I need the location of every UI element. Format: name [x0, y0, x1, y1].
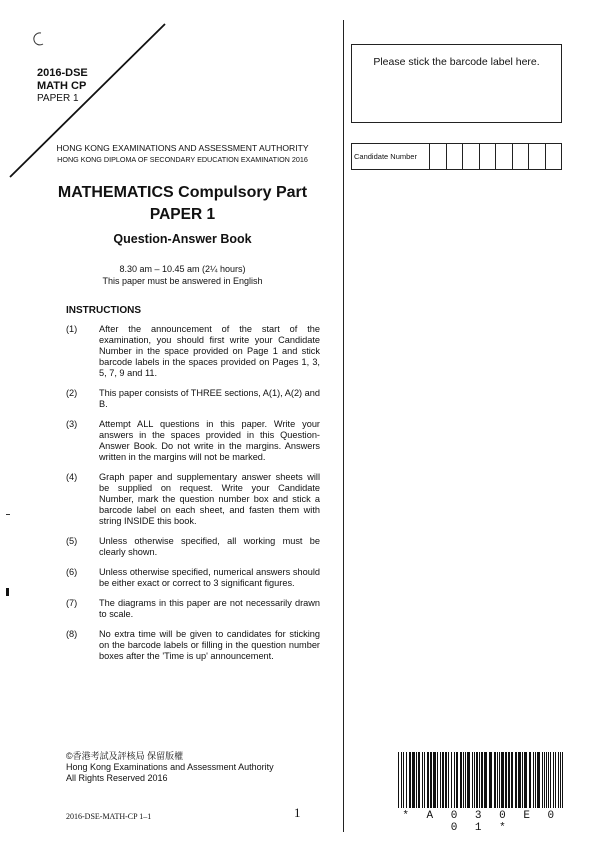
barcode-bar	[544, 752, 545, 808]
barcode-bar	[494, 752, 496, 808]
barcode-bar	[445, 752, 447, 808]
barcode-bar	[418, 752, 420, 808]
copyright-chinese: ©香港考試及評核局 保留版權	[66, 751, 184, 761]
instruction-text: This paper consists of THREE sections, A(1), A(2) and B.	[99, 388, 320, 409]
instruction-item	[66, 567, 320, 589]
barcode-label-instruction: Please stick the barcode label here.	[373, 56, 540, 68]
barcode-bar	[451, 752, 452, 808]
barcode-bar	[427, 752, 429, 808]
instruction-item	[66, 324, 320, 379]
barcode-bar	[560, 752, 561, 808]
paper-code: PAPER 1	[37, 93, 79, 104]
barcode-bar	[558, 752, 559, 808]
candidate-digit-box[interactable]	[529, 144, 546, 169]
barcode-bar	[537, 752, 540, 808]
barcode-bar	[522, 752, 523, 808]
barcode-bar	[497, 752, 498, 808]
candidate-digit-box[interactable]	[513, 144, 530, 169]
barcode-bar	[422, 752, 423, 808]
instruction-text: Graph paper and supplementary answer sheets will be supplied on request. Write your Candidate Number, mark the question number box and stick a barcode label on each sheet, and fasten them with string INSIDE this book.	[99, 472, 320, 526]
authority-name: HONG KONG EXAMINATIONS AND ASSESSMENT AUTHORITY	[56, 143, 309, 153]
copyright-notice	[66, 751, 274, 784]
margin-mark	[6, 588, 9, 596]
candidate-number-label: Candidate Number	[352, 144, 430, 169]
exam-code: 2016-DSE	[37, 67, 88, 79]
barcode-bar	[440, 752, 441, 808]
barcode-bar	[454, 752, 455, 808]
instruction-number: (8)	[66, 629, 78, 639]
barcode-bar	[448, 752, 449, 808]
barcode-bar	[533, 752, 534, 808]
barcode-bar	[511, 752, 513, 808]
margin-mark	[6, 514, 10, 515]
barcode-bar	[467, 752, 470, 808]
candidate-digit-box[interactable]	[546, 144, 562, 169]
barcode-bar	[501, 752, 504, 808]
barcode-bar	[546, 752, 547, 808]
exam-time: 8.30 am – 10.45 am (2¼ hours)	[119, 264, 246, 274]
barcode-bar	[535, 752, 536, 808]
barcode-image	[398, 752, 564, 808]
instructions-list	[66, 324, 320, 671]
instruction-item	[66, 388, 320, 410]
paper-title: PAPER 1	[149, 206, 216, 223]
instruction-number: (4)	[66, 472, 78, 482]
candidate-digit-box[interactable]	[430, 144, 447, 169]
barcode-bar	[401, 752, 402, 808]
barcode-bar	[476, 752, 478, 808]
barcode-bar	[550, 752, 551, 808]
barcode-bar	[412, 752, 415, 808]
exam-code-block	[37, 67, 88, 93]
instruction-number: (1)	[66, 324, 78, 334]
instruction-item	[66, 472, 320, 527]
instruction-text: The diagrams in this paper are not necessarily drawn to scale.	[99, 598, 320, 619]
barcode-bar	[437, 752, 438, 808]
instruction-number: (3)	[66, 419, 78, 429]
timing-info	[35, 263, 330, 287]
copyright-year: All Rights Reserved 2016	[66, 773, 168, 783]
instruction-number: (5)	[66, 536, 78, 546]
language-note: This paper must be answered in English	[102, 276, 263, 286]
barcode-bar	[416, 752, 417, 808]
barcode-bar	[442, 752, 444, 808]
instruction-text: Attempt ALL questions in this paper. Write your answers in the spaces provided in this Question-Answer Book. Do not write in the margins. Answers written in the margins will not be marked.	[99, 419, 320, 462]
hole-punch-icon	[34, 33, 43, 45]
barcode-bar	[460, 752, 462, 808]
footer-code: 2016-DSE-MATH-CP 1–1	[66, 812, 152, 821]
barcode-bar	[406, 752, 407, 808]
barcode-bar	[562, 752, 563, 808]
page-title: MATHEMATICS Compulsory Part	[57, 184, 308, 201]
barcode-bar	[472, 752, 473, 808]
subject-code: MATH CP	[37, 80, 87, 92]
book-title: Question-Answer Book	[113, 232, 252, 246]
candidate-digit-box[interactable]	[480, 144, 497, 169]
authority-heading	[35, 143, 330, 165]
candidate-number-field	[351, 143, 562, 170]
barcode-bar	[430, 752, 432, 808]
instruction-number: (7)	[66, 598, 78, 608]
instruction-text: Unless otherwise specified, all working must be clearly shown.	[99, 536, 320, 557]
candidate-digit-box[interactable]	[463, 144, 480, 169]
barcode-bar	[484, 752, 487, 808]
barcode-bar	[505, 752, 507, 808]
instruction-text: After the announcement of the start of the examination, you should first write your Candidate Number in the space provided on Page 1 and stick barcode labels in the spaces provided on Pages 1, 3, 5, 7, 9 and 11.	[99, 324, 320, 378]
barcode-bar	[474, 752, 475, 808]
barcode-bar	[553, 752, 554, 808]
copyright-line: Hong Kong Examinations and Assessment Authority	[66, 762, 274, 772]
barcode-bar	[542, 752, 543, 808]
barcode-label-area[interactable]	[351, 44, 562, 123]
barcode-bar	[524, 752, 527, 808]
vertical-divider	[343, 20, 344, 832]
barcode-bar	[548, 752, 549, 808]
instruction-item	[66, 536, 320, 558]
barcode-bar	[424, 752, 425, 808]
instruction-text: No extra time will be given to candidates for sticking on the barcode labels or filling in the question number boxes after the 'Time is up' announcement.	[99, 629, 320, 661]
barcode-bar	[518, 752, 521, 808]
instruction-number: (2)	[66, 388, 78, 398]
barcode-bar	[463, 752, 464, 808]
barcode-text: * A 0 3 0 E 0 0 1 *	[402, 810, 560, 834]
instruction-text: Unless otherwise specified, numerical answers should be either exact or correct to 3 significant figures.	[99, 567, 320, 588]
barcode-bar	[403, 752, 404, 808]
instruction-number: (6)	[66, 567, 78, 577]
instruction-item	[66, 598, 320, 620]
barcode-bar	[479, 752, 480, 808]
barcode-bar	[456, 752, 458, 808]
barcode-bar	[508, 752, 510, 808]
barcode-bar	[489, 752, 492, 808]
barcode-bar	[433, 752, 436, 808]
barcode-bar	[555, 752, 556, 808]
exam-name: HONG KONG DIPLOMA OF SECONDARY EDUCATION EXAMINATION 2016	[57, 155, 308, 164]
barcode-bar	[409, 752, 411, 808]
barcode-bar	[529, 752, 531, 808]
instruction-item	[66, 629, 320, 662]
page-number: 1	[294, 805, 301, 820]
instruction-item	[66, 419, 320, 463]
barcode-bar	[481, 752, 483, 808]
barcode-bar	[499, 752, 500, 808]
instructions-heading: INSTRUCTIONS	[66, 305, 141, 316]
barcode-bar	[465, 752, 466, 808]
candidate-digit-box[interactable]	[447, 144, 464, 169]
barcode-bar	[398, 752, 399, 808]
candidate-digit-box[interactable]	[496, 144, 513, 169]
barcode-bar	[515, 752, 517, 808]
